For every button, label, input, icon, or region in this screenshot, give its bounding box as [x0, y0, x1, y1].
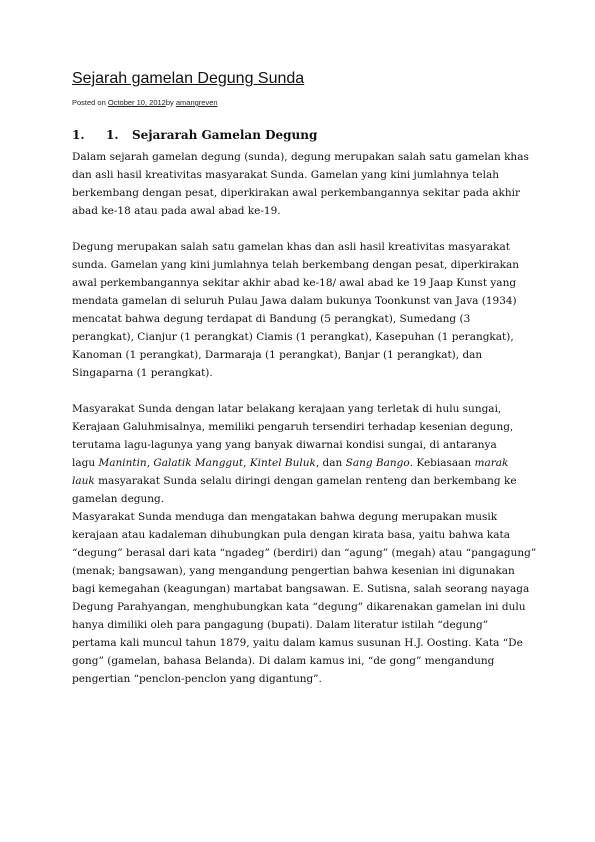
text-run: . Kebiasaan [409, 457, 475, 469]
paragraph-line: terutama lagu-lagunya yang yang banyak diwarnai kondisi sungai, di antaranya [72, 439, 497, 451]
song-title: Sang Bango [345, 457, 410, 469]
paragraph-line: awal perkembangannya sekitar akhir abad ke-18/ awal abad ke 19 Jaap Kunst yang [72, 277, 517, 289]
song-title: Galatik Manggut [153, 457, 244, 469]
paragraph-line: Degung Parahyangan, menghubungkan kata “degung” dikarenakan gamelan ini dulu [72, 601, 526, 613]
paragraph-line: Masyarakat Sunda menduga dan mengatakan bahwa degung merupakan musik [72, 511, 498, 523]
paragraph-line: Kanoman (1 perangkat), Darmaraja (1 perangkat), Banjar (1 perangkat), dan [72, 349, 483, 361]
paragraph-line [72, 472, 532, 490]
posted-on-label: Posted on [72, 98, 106, 107]
paragraph-line: hanya dimiliki oleh para pangagung (bupati). Dalam literatur istilah “degung” [72, 619, 489, 631]
paragraph-line [72, 454, 532, 472]
paragraph-line: sunda. Gamelan yang kini jumlahnya telah berkembang dengan pesat, diperkirakan [72, 259, 520, 271]
text-run: , [243, 457, 250, 469]
song-title: Manintin [98, 457, 147, 469]
by-label: by [165, 98, 174, 107]
paragraph-line: kerajaan atau kadaleman dihubungkan pula dengan kirata basa, yaitu bahwa kata [72, 529, 511, 541]
italic-term: lauk [72, 475, 95, 487]
paragraph-line: mencatat bahwa degung terdapat di Bandung (5 perangkat), Sumedang (3 [72, 313, 471, 325]
song-title: Kintel Buluk [249, 457, 316, 469]
paragraph-line: Kerajaan Galuhmisalnya, memiliki pengaruh tersendiri terhadap kesenian degung, [72, 421, 514, 433]
paragraph-line: pertama kali muncul tahun 1879, yaitu dalam kamus susunan H.J. Oosting. Kata “De [72, 637, 523, 649]
paragraph-line: mendata gamelan di seluruh Pulau Jawa dalam bukunya Toonkunst van Java (1934) [72, 295, 517, 307]
paragraph-3 [72, 400, 532, 508]
paragraph-line: Masyarakat Sunda dengan latar belakang kerajaan yang terletak di hulu sungai, [72, 403, 502, 415]
paragraph-line: bagi kemegahan (keagungan) martabat bangsawan. E. Sutisna, salah seorang nayaga [72, 583, 530, 595]
paragraph-line: pengertian “penclon-penclon yang digantung”. [72, 673, 322, 685]
text-run: , dan [315, 457, 346, 469]
post-meta [72, 98, 218, 107]
italic-term: marak [474, 457, 509, 469]
article-body [72, 148, 537, 688]
paragraph-line: gamelan degung. [72, 493, 165, 505]
text-run: lagu [72, 457, 99, 469]
paragraph-line: gong” (gamelan, bahasa Belanda). Di dalam kamus ini, “de gong” mengandung [72, 655, 495, 667]
paragraph-line: Dalam sejarah gamelan degung (sunda), degung merupakan salah satu gamelan khas [72, 151, 529, 163]
article-title[interactable]: Sejarah gamelan Degung Sunda [72, 70, 305, 87]
post-date-link[interactable]: October 10, 2012 [107, 98, 166, 107]
paragraph-line: berkembang dengan pesat, diperkirakan awal perkembangannya sekitar pada akhir [72, 187, 520, 199]
paragraph-line: dan asli hasil kreativitas masyarakat Sunda. Gamelan yang kini jumlahnya telah [72, 169, 499, 181]
paragraph-line: Degung merupakan salah satu gamelan khas dan asli hasil kreativitas masyarakat [72, 241, 511, 253]
paragraph-line: Singaparna (1 perangkat). [72, 367, 213, 379]
paragraph-line: perangkat), Cianjur (1 perangkat) Ciamis (1 perangkat), Kasepuhan (1 perangkat), [72, 331, 514, 343]
paragraph-4 [72, 508, 537, 688]
paragraph-1 [72, 148, 532, 220]
heading-number-outer: 1. [72, 128, 85, 142]
heading-text: Sejararah Gamelan Degung [132, 128, 318, 142]
author-link[interactable]: amangreven [175, 98, 218, 107]
paragraph-line: “degung” berasal dari kata “ngadeg” (berdiri) dan “agung” (megah) atau “pangagung” [72, 547, 537, 559]
paragraph-line: (menak; bangsawan), yang mengandung pengertian bahwa kesenian ini digunakan [72, 565, 515, 577]
text-run: , [146, 457, 154, 469]
paragraph-line: abad ke-18 atau pada awal abad ke-19. [72, 205, 281, 217]
heading-number-inner: 1. [106, 128, 119, 142]
section-heading [72, 128, 317, 142]
text-run: masyarakat Sunda selalu diringi dengan gamelan renteng dan berkembang ke [94, 475, 517, 487]
paragraph-2 [72, 238, 532, 382]
